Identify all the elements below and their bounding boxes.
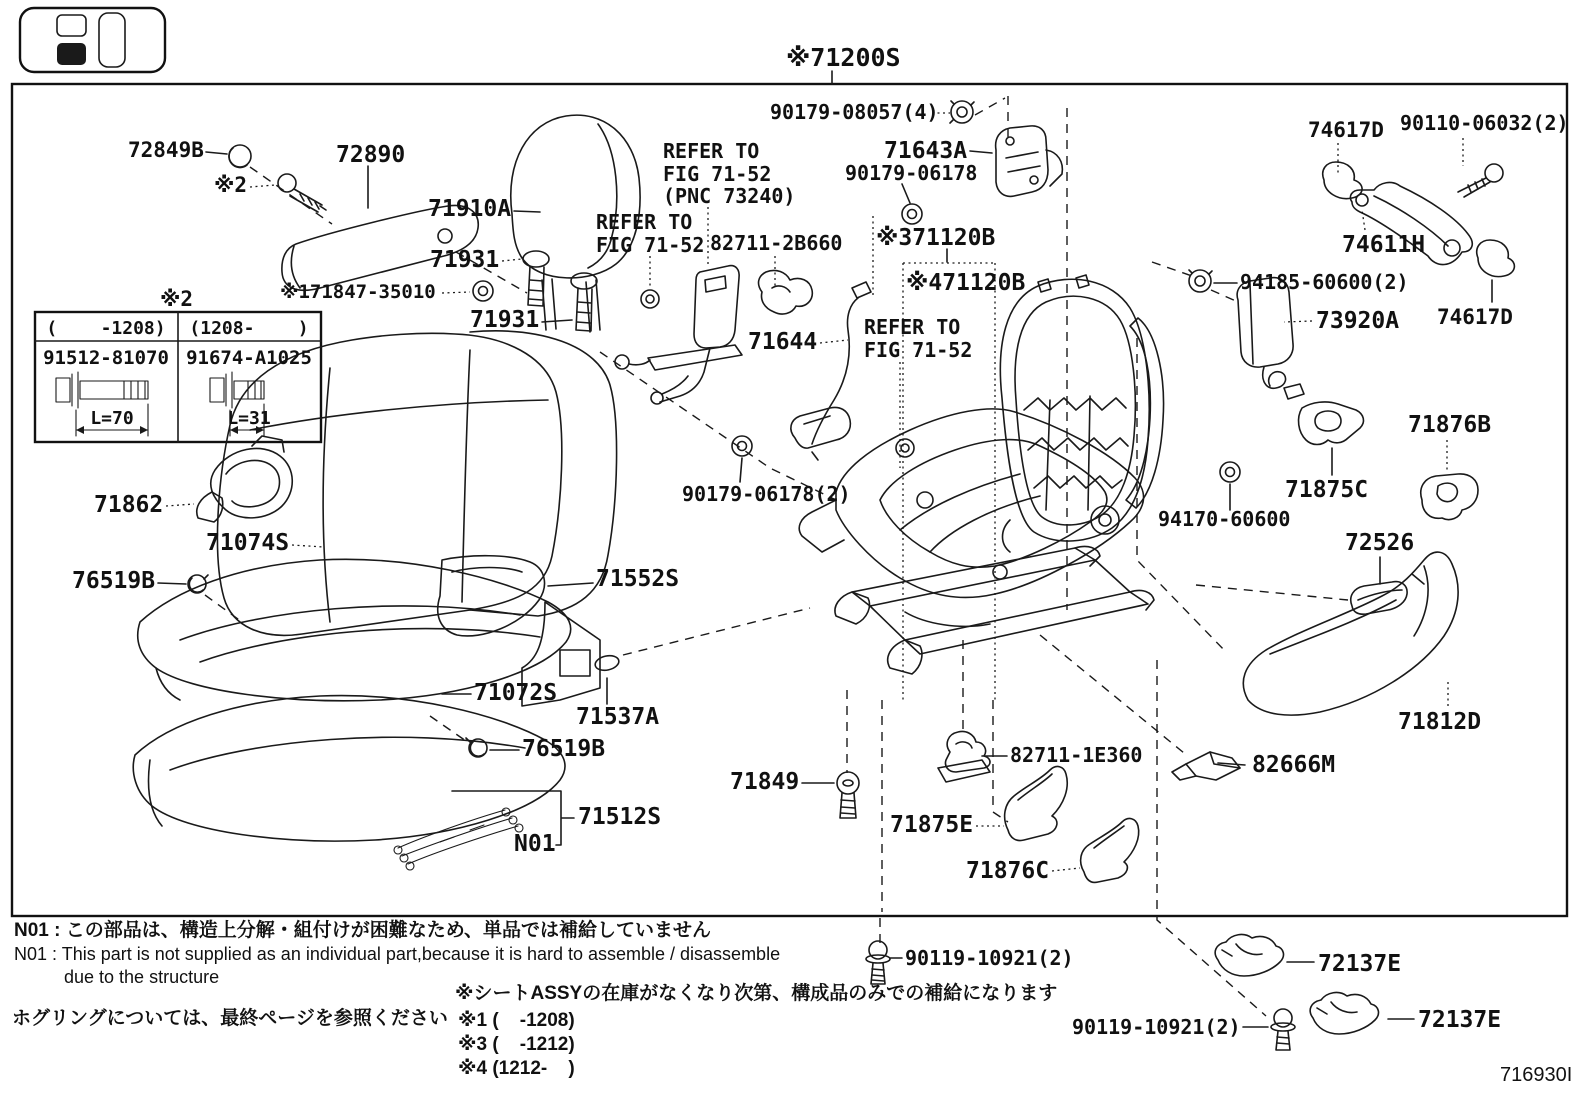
screw-71849-drawing [837, 772, 859, 818]
bolt-ref2-drawing [278, 174, 326, 212]
table-period-2: (1208- ) [189, 318, 309, 339]
nut-frame-left-drawing [896, 439, 914, 457]
note-period-3: ※3 ( -1212) [458, 1034, 575, 1055]
label-71862: 71862 [94, 492, 164, 518]
nut-90179-06178-drawing [902, 204, 922, 224]
label-76519b-a: 76519B [72, 568, 156, 594]
label-71876b: 71876B [1408, 412, 1492, 438]
guide-71862-drawing [197, 436, 292, 522]
label-72849b: 72849B [128, 138, 204, 162]
nut-71847-35010-drawing [473, 281, 493, 301]
note-assy: ※シートASSYの在庫がなくなり次第、構成品のみでの補給になります [455, 983, 1058, 1004]
cap-74617d-top-drawing [1323, 162, 1362, 199]
cover-71875e-drawing [1005, 767, 1068, 841]
note-period-1: ※1 ( -1208) [458, 1010, 575, 1031]
table-period-1: ( -1208) [46, 318, 166, 339]
nut-90179-08057-drawing [950, 101, 974, 123]
clip-71537a-drawing [594, 654, 620, 673]
label-71537a: 71537A [576, 704, 660, 730]
cover-71875c-drawing [1299, 402, 1364, 445]
label-74617d-top: 74617D [1308, 118, 1384, 142]
bolt-90119-10921-b-drawing [1271, 1009, 1295, 1050]
label-refer3-line2: FIG 71-52 [864, 338, 973, 362]
label-refer1-line3: (PNC 73240) [663, 184, 796, 208]
cable-71644-drawing [791, 282, 871, 460]
label-82711-2b660: 82711-2B660 [710, 231, 843, 255]
label-n01: N01 [514, 831, 556, 857]
label-90119-10921-b: 90119-10921(2) [1072, 1015, 1241, 1039]
label-74617d-bottom: 74617D [1437, 305, 1513, 329]
label-94170-60600: 94170-60600 [1158, 507, 1291, 531]
label-90179-06178-2: 90179-06178(2) [682, 482, 851, 506]
note-n01-en1: N01 : This part is not supplied as an individual part,because it is hard to assemble / disassemble [14, 944, 781, 964]
belt-clamp-drawing [759, 270, 813, 314]
label-90110-06032: 90110-06032(2) [1400, 111, 1569, 135]
table-part-2: 91674-A1025 [186, 347, 312, 369]
bracket-82666m-drawing [1172, 752, 1240, 780]
label-refer2-line1: REFER TO [596, 210, 693, 234]
figure-code: 716930I [1500, 1064, 1573, 1086]
label-71120b-s4: ※471120B [906, 270, 1026, 296]
label-71876c: 71876C [966, 858, 1050, 884]
note-n01-jp: N01 : この部品は、構造上分解・組付けが困難なため、単品では補給していません [14, 920, 711, 941]
label-71512s: 71512S [578, 804, 662, 830]
pad-wire-assembly-drawing [394, 808, 523, 870]
label-ref2: ※2 [214, 173, 248, 197]
label-assembly: ※71200S [786, 43, 901, 72]
label-72137e-b: 72137E [1418, 1007, 1502, 1033]
label-71910a: 71910A [428, 196, 512, 222]
label-refer2-line2: FIG 71-52 [596, 233, 705, 257]
label-71643a: 71643A [884, 138, 968, 164]
label-71849: 71849 [730, 769, 800, 795]
bolt-90110-06032-drawing [1458, 164, 1503, 197]
label-refer3-line1: REFER TO [864, 315, 961, 339]
label-90179-08057: 90179-08057(4) [770, 100, 939, 124]
footnotes [12, 918, 1057, 1079]
label-74611h: 74611H [1342, 232, 1426, 258]
table-note: ※2 [160, 287, 194, 311]
label-71812d: 71812D [1398, 709, 1482, 735]
label-71875e: 71875E [890, 812, 974, 838]
cap-72849b-drawing [229, 145, 251, 168]
airbag-73920a-drawing [1237, 278, 1304, 399]
bracket-71643a-drawing [996, 126, 1063, 196]
note-n01-en2: due to the structure [64, 967, 220, 987]
bolt-71931-a-drawing [523, 251, 549, 306]
nut-refer2-drawing [641, 290, 659, 308]
note-hogring: ホグリングについては、最終ページを参照ください [12, 1008, 448, 1029]
label-71847-35010: ※171847-35010 [280, 281, 436, 303]
cover-71876b-drawing [1421, 474, 1478, 520]
seat-position-legend-icon [20, 8, 165, 72]
label-71552s: 71552S [596, 566, 680, 592]
hook-72137e-b-drawing [1310, 993, 1378, 1034]
seatback-71074s-drawing [217, 331, 616, 635]
table-length-2: L=31 [227, 408, 271, 429]
label-72526: 72526 [1345, 530, 1415, 556]
bolt-71931-b-drawing [571, 273, 597, 331]
cover-71552s-drawing [438, 556, 545, 636]
pad-71512s-drawing [133, 696, 565, 842]
hook-72137e-a-drawing [1215, 935, 1283, 976]
table-part-1: 91512-81070 [43, 347, 169, 369]
label-71074s: 71074S [206, 530, 290, 556]
bolt-90119-10921-a-drawing [866, 941, 890, 984]
label-72890: 72890 [336, 142, 406, 168]
label-71931-b: 71931 [470, 307, 540, 333]
label-72137e-a: 72137E [1318, 951, 1402, 977]
note-period-4: ※4 (1212- ) [458, 1058, 575, 1079]
label-90179-06178: 90179-06178 [845, 161, 978, 185]
cover-71876c-drawing [1081, 819, 1139, 883]
nut-94170-60600-drawing [1220, 462, 1240, 482]
label-94185-60600: 94185-60600(2) [1240, 270, 1409, 294]
label-76519b-b: 76519B [522, 736, 606, 762]
label-refer1-line2: FIG 71-52 [663, 162, 772, 186]
label-71875c: 71875C [1285, 477, 1369, 503]
label-82666m: 82666M [1252, 752, 1336, 778]
label-71644: 71644 [748, 329, 818, 355]
label-82711-1e360: 82711-1E360 [1010, 743, 1143, 767]
label-71072s: 71072S [474, 680, 558, 706]
belt-82711-2b660-drawing [615, 266, 742, 404]
label-90119-10921-a: 90119-10921(2) [905, 946, 1074, 970]
table-length-1: L=70 [90, 408, 134, 429]
cap-74617d-bottom-drawing [1477, 240, 1515, 277]
nut-94185-60600-drawing [1189, 270, 1212, 292]
label-73920a: 73920A [1316, 308, 1400, 334]
shield-71812d-drawing [1243, 552, 1458, 715]
label-71931-a: 71931 [430, 247, 500, 273]
cushion-frame-drawing [799, 409, 1154, 674]
label-refer1-line1: REFER TO [663, 139, 760, 163]
label-71120b-s3: ※371120B [876, 225, 996, 251]
